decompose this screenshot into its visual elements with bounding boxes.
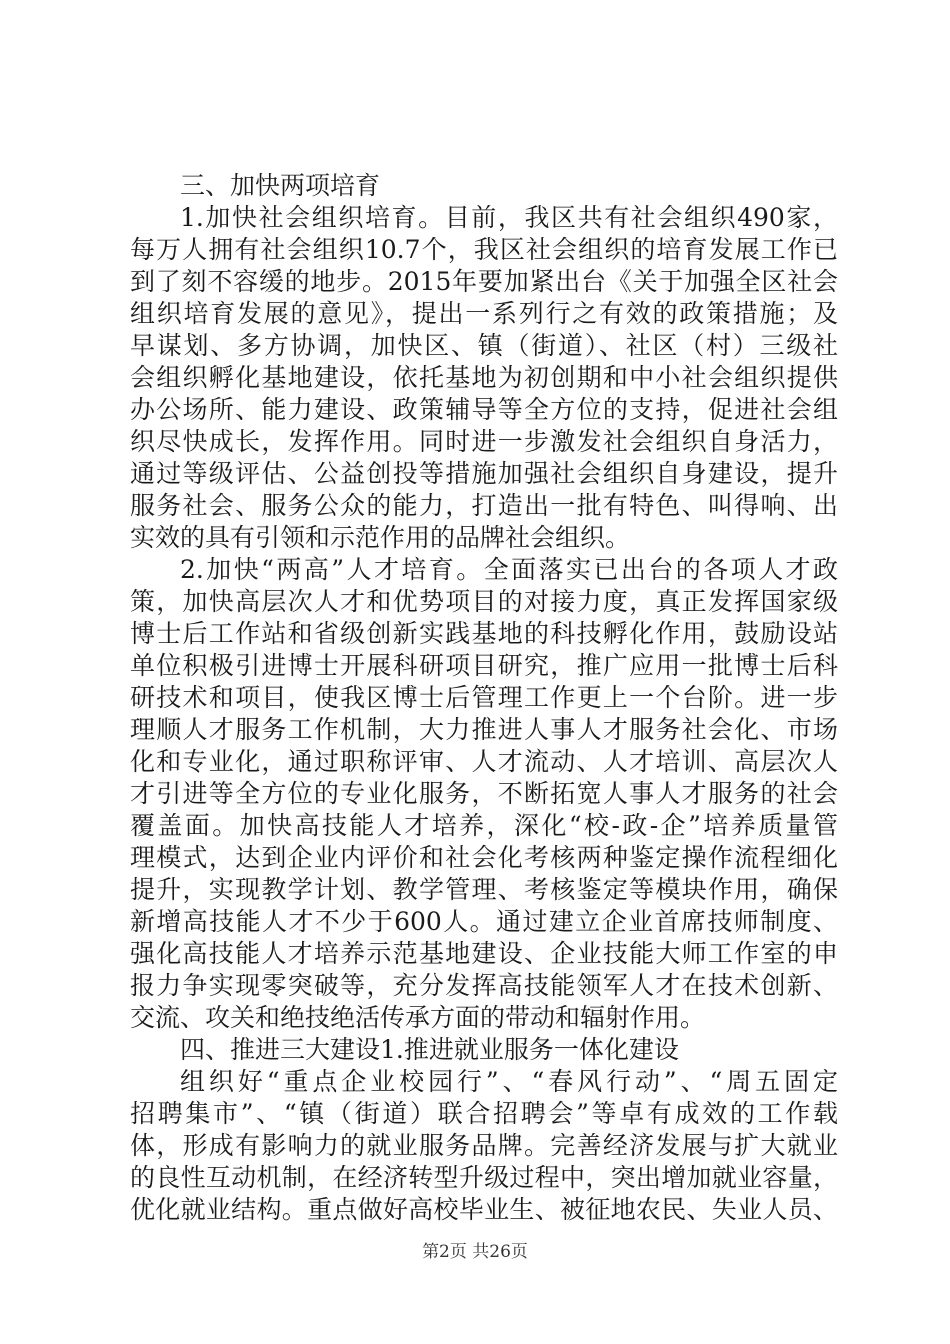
text-line: 覆盖面。加快高技能人才培养，深化“校-政-企”培养质量管 (130, 811, 838, 840)
text-line: 每万人拥有社会组织10.7个，我区社会组织的培育发展工作已 (130, 235, 838, 264)
text-line: 早谋划、多方协调，加快区、镇（街道）、社区（村）三级社 (130, 331, 838, 360)
text-line: 服务社会、服务公众的能力，打造出一批有特色、叫得响、出 (130, 491, 838, 520)
text-line: 理模式，达到企业内评价和社会化考核两种鉴定操作流程细化 (130, 843, 838, 872)
text-line: 1.加快社会组织培育。目前，我区共有社会组织490家， (180, 203, 838, 232)
text-line: 2.加快“两高”人才培育。全面落实已出台的各项人才政 (180, 555, 838, 584)
text-line: 博士后工作站和省级创新实践基地的科技孵化作用，鼓励设站 (130, 619, 838, 648)
text-line: 强化高技能人才培养示范基地建设、企业技能大师工作室的申 (130, 939, 838, 968)
text-line: 实效的具有引领和示范作用的品牌社会组织。 (130, 523, 631, 552)
text-line: 研技术和项目，使我区博士后管理工作更上一个台阶。进一步 (130, 683, 838, 712)
text-line: 通过等级评估、公益创投等措施加强社会组织自身建设，提升 (130, 459, 838, 488)
text-line: 四、推进三大建设1.推进就业服务一体化建设 (180, 1035, 679, 1064)
text-line: 交流、攻关和绝技绝活传承方面的带动和辐射作用。 (130, 1003, 706, 1032)
text-line: 会组织孵化基地建设，依托基地为初创期和中小社会组织提供 (130, 363, 838, 392)
text-line: 三、加快两项培育 (180, 171, 381, 200)
text-line: 的良性互动机制，在经济转型升级过程中，突出增加就业容量， (130, 1163, 838, 1192)
text-line: 组织好“重点企业校园行”、“春风行动”、“周五固定 (180, 1067, 838, 1096)
text-line: 组织培育发展的意见》，提出一系列行之有效的政策措施；及 (130, 299, 838, 328)
text-line: 办公场所、能力建设、政策辅导等全方位的支持，促进社会组 (130, 395, 838, 424)
text-line: 优化就业结构。重点做好高校毕业生、被征地农民、失业人员、 (130, 1195, 838, 1224)
text-line: 新增高技能人才不少于600人。通过建立企业首席技师制度、 (130, 907, 838, 936)
text-line: 到了刻不容缓的地步。2015年要加紧出台《关于加强全区社会 (130, 267, 838, 296)
text-line: 提升，实现教学计划、教学管理、考核鉴定等模块作用，确保 (130, 875, 838, 904)
document-body (130, 170, 838, 1226)
text-line: 理顺人才服务工作机制，大力推进人事人才服务社会化、市场 (130, 715, 838, 744)
text-line: 才引进等全方位的专业化服务，不断拓宽人事人才服务的社会 (130, 779, 838, 808)
text-line: 招聘集市”、“镇（街道）联合招聘会”等卓有成效的工作载 (130, 1099, 838, 1128)
text-line: 报力争实现零突破等，充分发挥高技能领军人才在技术创新、 (130, 971, 838, 1000)
text-line: 策，加快高层次人才和优势项目的对接力度，真正发挥国家级 (130, 587, 838, 616)
text-line: 单位积极引进博士开展科研项目研究，推广应用一批博士后科 (130, 651, 838, 680)
text-line: 织尽快成长，发挥作用。同时进一步激发社会组织自身活力， (130, 427, 838, 456)
text-line: 体，形成有影响力的就业服务品牌。完善经济发展与扩大就业 (130, 1131, 838, 1160)
page-footer: 第2页 共26页 (422, 1242, 528, 1262)
text-line: 化和专业化，通过职称评审、人才流动、人才培训、高层次人 (130, 747, 838, 776)
